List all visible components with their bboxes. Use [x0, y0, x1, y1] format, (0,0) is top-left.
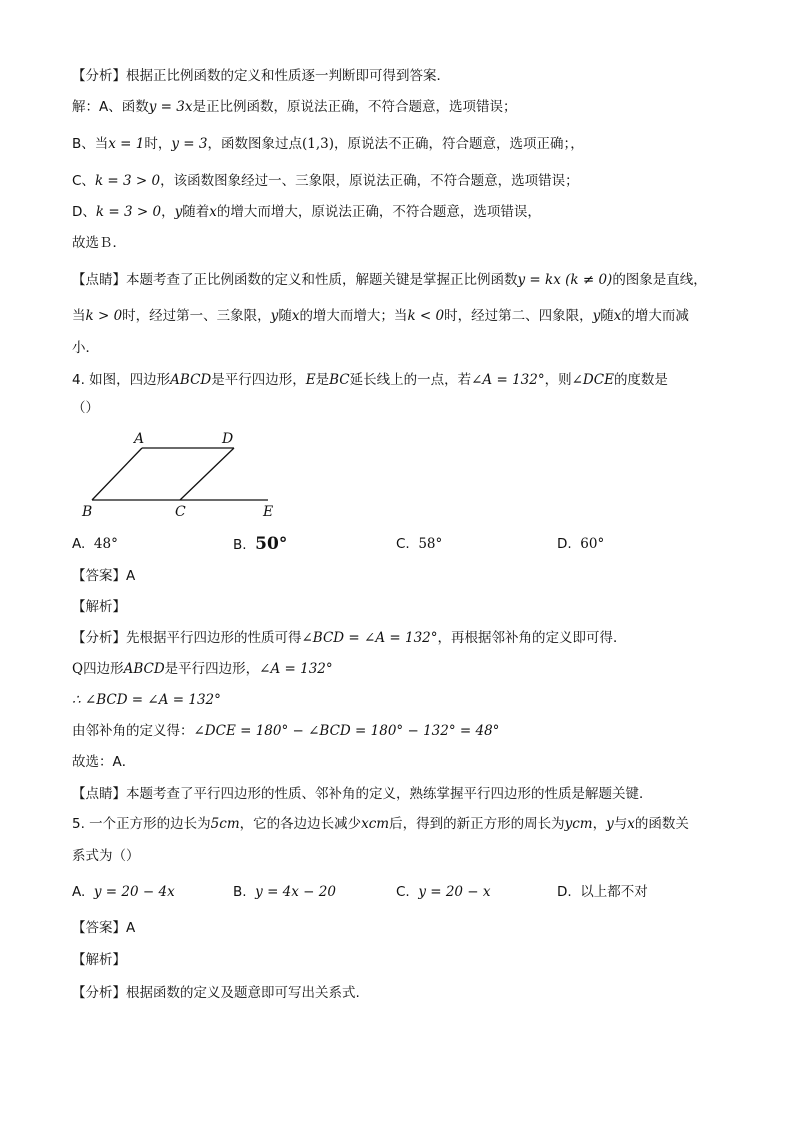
q3-choose: 故选Ｂ．: [72, 235, 126, 251]
label-c: C: [175, 504, 186, 520]
q4-step3: 由邻补角的定义得：∠DCE = 180° − ∠BCD = 180° − 132° = 48°: [72, 723, 500, 739]
q4-option-a[interactable]: A. 48°: [72, 536, 118, 552]
q3-note-line2: 当k > 0时，经过第一、三象限，y随x的增大而增大；当k < 0时，经过第二、四象限，y随x的增大而减: [72, 308, 689, 324]
q4-analysis: 【分析】先根据平行四边形的性质可得∠BCD = ∠A = 132°，再根据邻补角的定义即可得．: [72, 630, 627, 646]
q4-answer: 【答案】A: [72, 568, 136, 584]
q3-solution-b: B、当x = 1时，y = 3，函数图象过点(1,3)，原说法不正确，符合题意，选项正确；，: [72, 136, 584, 152]
q3-solution-a: 解：A、函数y = 3x是正比例函数，原说法正确，不符合题意，选项错误；: [72, 99, 517, 115]
q3-note-line1: 【点睛】本题考查了正比例函数的定义和性质，解题关键是掌握正比例函数y = kx (k ≠ 0)的图象是直线，: [72, 272, 707, 288]
q4-jiexi: 【解析】: [72, 599, 126, 615]
q4-note: 【点睛】本题考查了平行四边形的性质、邻补角的定义，熟练掌握平行四边形的性质是解题关键．: [72, 786, 653, 802]
label-e: E: [263, 504, 274, 520]
q5-option-b[interactable]: B. y = 4x − 20: [233, 884, 336, 900]
q3-analysis: 【分析】根据正比例函数的定义和性质逐一判断即可得到答案．: [72, 68, 450, 84]
q5-option-c[interactable]: C. y = 20 − x: [396, 884, 491, 900]
q3-note-line3: 小．: [72, 340, 99, 356]
q3-solution-d: D、k = 3 > 0，y随着x的增大而增大，原说法正确，不符合题意，选项错误，: [72, 204, 541, 220]
q4-stem: 4. 如图，四边形ABCD是平行四边形，E是BC延长线上的一点，若∠A = 132°，则∠DCE的度数是: [72, 372, 668, 388]
q4-option-c[interactable]: C. 58°: [396, 536, 443, 552]
q5-jiexi: 【解析】: [72, 952, 126, 968]
segment-dc: [180, 448, 234, 500]
q4-stem-paren: （）: [72, 400, 99, 416]
q5-option-d[interactable]: D. 以上都不对: [557, 884, 648, 900]
segment-ab: [92, 448, 142, 500]
q3-solution-c: C、k = 3 > 0，该函数图象经过一、三象限，原说法正确，不符合题意，选项错误；: [72, 173, 579, 189]
q5-stem: 5. 一个正方形的边长为5cm，它的各边边长减少xcm后，得到的新正方形的周长为ycm，y与x的函数关: [72, 816, 689, 832]
q4-option-d[interactable]: D. 60°: [557, 536, 605, 552]
q4-option-b[interactable]: B. 50°: [233, 534, 288, 554]
q5-analysis: 【分析】根据函数的定义及题意即可写出关系式.: [72, 985, 360, 1001]
q5-option-a[interactable]: A. y = 20 − 4x: [72, 884, 175, 900]
q4-step1: Q四边形ABCD是平行四边形，∠A = 132°: [72, 661, 333, 677]
q4-choose: 故选：A．: [72, 754, 136, 770]
q4-step2: ∴ ∠BCD = ∠A = 132°: [72, 692, 221, 708]
q5-stem-line2: 系式为（）: [72, 848, 140, 864]
label-a: A: [134, 431, 145, 447]
q5-answer: 【答案】A: [72, 920, 136, 936]
parallelogram-figure: [76, 428, 286, 520]
label-b: B: [82, 504, 93, 520]
label-d: D: [222, 431, 234, 447]
